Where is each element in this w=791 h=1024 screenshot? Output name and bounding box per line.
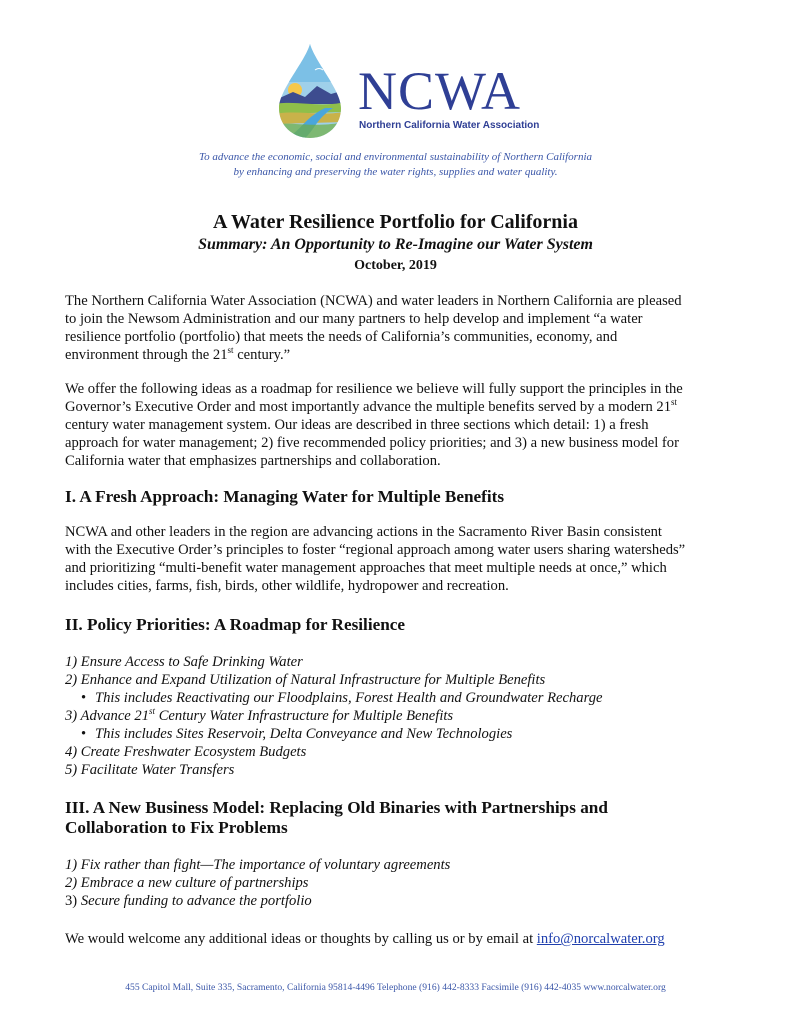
policy-priorities-list <box>65 653 745 779</box>
text-line: and prioritizing “multi-benefit water management approaches that meet multiple needs at once,” which <box>65 560 667 576</box>
ncwa-logo-drop-icon <box>275 42 345 140</box>
sub-item-text: This includes Reactivating our Floodplains, Forest Health and Groundwater Recharge <box>95 690 603 706</box>
text-line: NCWA and other leaders in the region are advancing actions in the Sacramento River Basin consistent <box>65 524 662 540</box>
text-line <box>65 930 740 948</box>
section-heading-fresh-approach <box>65 487 504 507</box>
business-model-list <box>65 856 745 910</box>
heading-text: Collaboration to Fix Problems <box>65 818 288 837</box>
fresh-approach-paragraph <box>65 523 740 595</box>
brand-full-name: Northern California Water Association <box>359 120 540 131</box>
sub-item-text: This includes Sites Reservoir, Delta Conveyance and New Technologies <box>95 726 513 742</box>
heading-text: II. Policy Priorities: A Roadmap for Resilience <box>65 615 406 634</box>
text-fragment: 3) Advance 21 <box>65 708 150 724</box>
heading-text: III. A New Business Model: Replacing Old Binaries with Partnerships and <box>65 798 608 817</box>
text-line: The Northern California Water Association (NCWA) and water leaders in Northern California are pleased <box>65 293 682 309</box>
brand-name: NCWA <box>358 61 521 121</box>
text-line: We offer the following ideas as a roadmap for resilience we believe will fully support the principles in the <box>65 381 683 397</box>
superscript: st <box>149 706 156 716</box>
text-line: century water management system. Our ideas are described in three sections which detail: 1) a fresh <box>65 417 649 433</box>
bullet-icon: • <box>81 726 87 742</box>
heading-text: I. A Fresh Approach: Managing Water for Multiple Benefits <box>65 487 505 506</box>
tagline <box>0 150 791 180</box>
superscript: st <box>671 397 678 407</box>
section-heading-business-model <box>65 798 608 838</box>
closing-paragraph <box>65 930 740 948</box>
footer-contact: 455 Capitol Mall, Suite 335, Sacramento, California 95814-4496 Telephone (916) 442-8333 Facsimile (916) 442-4035 www.norcalwater.org <box>125 982 666 993</box>
text-fragment: environment through the 21 <box>65 347 228 363</box>
text-line <box>65 398 740 416</box>
closing-text: We would welcome any additional ideas or thoughts by calling us or by email at <box>65 931 537 947</box>
list-item: 2) Enhance and Expand Utilization of Natural Infrastructure for Multiple Benefits <box>65 672 546 688</box>
text-fragment: century.” <box>233 347 291 363</box>
section-heading-policy-priorities <box>65 615 405 635</box>
superscript: st <box>227 345 234 355</box>
bullet-icon: • <box>81 690 87 706</box>
text-line: to join the Newsom Administration and our many partners to help develop and implement “a water <box>65 311 643 327</box>
list-item: 1) Ensure Access to Safe Drinking Water <box>65 654 303 670</box>
intro-paragraph <box>65 292 740 364</box>
list-item <box>65 892 745 910</box>
text-line: California water that emphasizes partnerships and collaboration. <box>65 453 441 469</box>
text-fragment: Governor’s Executive Order and most importantly advance the multiple benefits served by a modern 21 <box>65 399 672 415</box>
text-line: includes cities, farms, fish, birds, other wildlife, hydropower and recreation. <box>65 578 509 594</box>
text-fragment: Century Water Infrastructure for Multiple Benefits <box>155 708 454 724</box>
email-link[interactable]: info@norcalwater.org <box>536 931 665 947</box>
text-line: approach for water management; 2) five recommended policy priorities; and 3) a new business model for <box>65 435 679 451</box>
list-item: 2) Embrace a new culture of partnerships <box>65 875 309 891</box>
list-number: 3) <box>65 893 81 909</box>
list-item: 5) Facilitate Water Transfers <box>65 762 235 778</box>
list-item: 4) Create Freshwater Ecosystem Budgets <box>65 744 307 760</box>
list-sub-item <box>65 725 745 743</box>
text-line <box>65 346 740 364</box>
tagline-line: by enhancing and preserving the water rights, supplies and water quality. <box>233 166 558 178</box>
text-fragment: Secure funding to advance the portfolio <box>80 893 312 909</box>
list-item: 1) Fix rather than fight—The importance of voluntary agreements <box>65 857 451 873</box>
tagline-line: To advance the economic, social and environmental sustainability of Northern California <box>198 151 592 163</box>
document-date: October, 2019 <box>354 258 437 273</box>
list-item <box>65 707 745 725</box>
document-subtitle: Summary: An Opportunity to Re-Imagine our Water System <box>198 236 593 253</box>
document-title: A Water Resilience Portfolio for California <box>213 211 578 233</box>
text-line: resilience portfolio (portfolio) that meets the needs of California’s communities, economy, and <box>65 329 618 345</box>
roadmap-paragraph <box>65 380 740 470</box>
text-line: with the Executive Order’s principles to foster “regional approach among water users sharing watersheds” <box>65 542 686 558</box>
list-sub-item <box>65 689 745 707</box>
